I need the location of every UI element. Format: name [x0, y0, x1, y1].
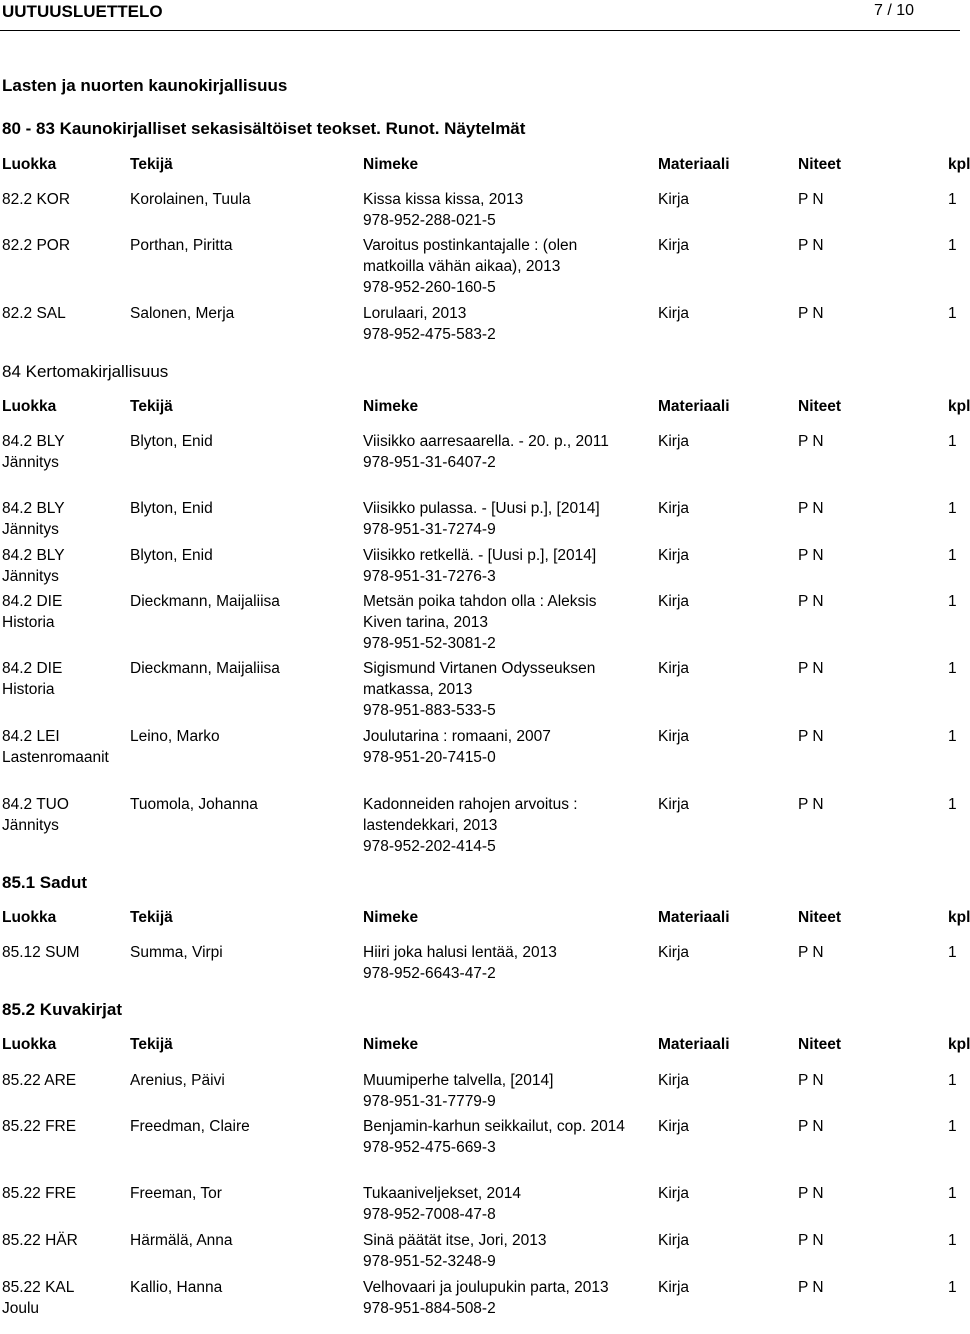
row-luokka: 82.2 SAL: [2, 305, 66, 322]
row-isbn: 978-951-31-6407-2: [363, 454, 496, 471]
row-isbn: 978-951-52-3248-9: [363, 1253, 496, 1270]
row-isbn: 978-952-288-021-5: [363, 212, 496, 229]
row-tekija: Arenius, Päivi: [130, 1072, 225, 1089]
row-title: Benjamin-karhun seikkailut, cop. 2014: [363, 1118, 625, 1135]
col-header-luokka: Luokka: [2, 909, 57, 926]
col-header-materiaali: Materiaali: [658, 398, 730, 415]
row-materiaali: Kirja: [658, 547, 690, 564]
row-niteet: P N: [798, 191, 824, 208]
row-kpl: 1: [948, 660, 957, 677]
row-tekija: Salonen, Merja: [130, 305, 235, 322]
col-header-luokka: Luokka: [2, 398, 57, 415]
col-header-tekija: Tekijä: [130, 156, 173, 173]
col-header-kpl: kpl: [948, 156, 970, 173]
row-kpl: 1: [948, 1279, 957, 1296]
row-title: Tukaaniveljekset, 2014: [363, 1185, 521, 1202]
row-niteet: P N: [798, 237, 824, 254]
row-kpl: 1: [948, 1232, 957, 1249]
header-divider: [0, 30, 960, 31]
row-nimeke: [363, 591, 633, 654]
row-luokka: 82.2 KOR: [2, 191, 71, 208]
row-tekija: Kallio, Hanna: [130, 1279, 223, 1296]
row-niteet: P N: [798, 796, 824, 813]
row-luokka: 82.2 POR: [2, 237, 71, 254]
row-tekija: Blyton, Enid: [130, 547, 213, 564]
col-header-materiaali: Materiaali: [658, 909, 730, 926]
row-luokka: 84.2 LEI Lastenromaanit: [2, 728, 109, 766]
row-kpl: 1: [948, 1072, 957, 1089]
row-kpl: 1: [948, 547, 957, 564]
row-materiaali: Kirja: [658, 593, 690, 610]
row-isbn: 978-952-260-160-5: [363, 279, 496, 296]
section-title: 80 - 83 Kaunokirjalliset sekasisältöiset teokset. Runot. Näytelmät: [2, 119, 526, 138]
row-kpl: 1: [948, 593, 957, 610]
row-materiaali: Kirja: [658, 728, 690, 745]
row-isbn: 978-952-202-414-5: [363, 838, 496, 855]
row-materiaali: Kirja: [658, 1072, 690, 1089]
row-luokka: 84.2 DIE Historia: [2, 593, 63, 631]
row-kpl: 1: [948, 728, 957, 745]
row-isbn: 978-952-6643-47-2: [363, 965, 496, 982]
row-tekija: Blyton, Enid: [130, 433, 213, 450]
row-isbn: 978-951-883-533-5: [363, 702, 496, 719]
row-materiaali: Kirja: [658, 433, 690, 450]
row-materiaali: Kirja: [658, 1279, 690, 1296]
row-niteet: P N: [798, 547, 824, 564]
row-isbn: 978-951-31-7274-9: [363, 521, 496, 538]
col-header-nimeke: Nimeke: [363, 909, 419, 926]
row-title: Kadonneiden rahojen arvoitus : lastendekkari, 2013: [363, 796, 578, 834]
row-luokka: 85.22 FRE: [2, 1118, 77, 1135]
section-title: 85.2 Kuvakirjat: [2, 1000, 123, 1019]
document-title: UUTUUSLUETTELO: [2, 2, 163, 21]
col-header-materiaali: Materiaali: [658, 156, 730, 173]
row-tekija: Summa, Virpi: [130, 944, 223, 961]
col-header-luokka: Luokka: [2, 1036, 57, 1053]
row-title: Kissa kissa kissa, 2013: [363, 191, 524, 208]
row-title: Varoitus postinkantajalle : (olen matkoilla vähän aikaa), 2013: [363, 237, 578, 275]
row-tekija: Freedman, Claire: [130, 1118, 250, 1135]
row-niteet: P N: [798, 1072, 824, 1089]
row-niteet: P N: [798, 660, 824, 677]
row-materiaali: Kirja: [658, 1232, 690, 1249]
row-tekija: Korolainen, Tuula: [130, 191, 251, 208]
row-luokka: 85.22 HÄR: [2, 1232, 78, 1249]
row-kpl: 1: [948, 191, 957, 208]
row-materiaali: Kirja: [658, 944, 690, 961]
row-nimeke: [363, 189, 633, 231]
row-title: Viisikko pulassa. - [Uusi p.], [2014]: [363, 500, 600, 517]
row-title: Muumiperhe talvella, [2014]: [363, 1072, 554, 1089]
row-isbn: 978-951-31-7779-9: [363, 1093, 496, 1110]
row-tekija: Dieckmann, Maijaliisa: [130, 660, 280, 677]
row-luokka: 85.22 FRE: [2, 1185, 77, 1202]
row-nimeke: [363, 942, 633, 984]
col-header-tekija: Tekijä: [130, 398, 173, 415]
row-materiaali: Kirja: [658, 796, 690, 813]
row-isbn: 978-952-475-669-3: [363, 1139, 496, 1156]
col-header-niteet: Niteet: [798, 909, 842, 926]
row-title: Lorulaari, 2013: [363, 305, 467, 322]
row-nimeke: [363, 498, 633, 540]
row-kpl: 1: [948, 237, 957, 254]
row-title: Sigismund Virtanen Odysseuksen matkassa, 2013: [363, 660, 596, 698]
row-nimeke: [363, 1070, 633, 1112]
row-nimeke: [363, 658, 633, 721]
section-title: 85.1 Sadut: [2, 873, 88, 892]
col-header-materiaali: Materiaali: [658, 1036, 730, 1053]
row-title: Sinä päätät itse, Jori, 2013: [363, 1232, 547, 1249]
row-luokka: 84.2 TUO Jännitys: [2, 796, 69, 834]
row-materiaali: Kirja: [658, 1118, 690, 1135]
row-title: Viisikko aarresaarella. - 20. p., 2011: [363, 433, 609, 450]
row-kpl: 1: [948, 305, 957, 322]
col-header-niteet: Niteet: [798, 398, 842, 415]
row-luokka: 85.12 SUM: [2, 944, 80, 961]
row-title: Velhovaari ja joulupukin parta, 2013: [363, 1279, 609, 1296]
col-header-niteet: Niteet: [798, 156, 842, 173]
row-niteet: P N: [798, 944, 824, 961]
col-header-nimeke: Nimeke: [363, 398, 419, 415]
col-header-nimeke: Nimeke: [363, 156, 419, 173]
row-kpl: 1: [948, 944, 957, 961]
row-isbn: 978-952-7008-47-8: [363, 1206, 496, 1223]
row-isbn: 978-951-52-3081-2: [363, 635, 496, 652]
row-niteet: P N: [798, 1279, 824, 1296]
row-nimeke: [363, 431, 633, 473]
row-isbn: 978-951-20-7415-0: [363, 749, 496, 766]
row-luokka: 85.22 ARE: [2, 1072, 77, 1089]
row-niteet: P N: [798, 593, 824, 610]
row-luokka: 85.22 KAL Joulu: [2, 1279, 74, 1317]
col-header-luokka: Luokka: [2, 156, 57, 173]
row-title: Joulutarina : romaani, 2007: [363, 728, 551, 745]
row-kpl: 1: [948, 1185, 957, 1202]
col-header-kpl: kpl: [948, 398, 970, 415]
row-isbn: 978-951-884-508-2: [363, 1300, 496, 1317]
col-header-tekija: Tekijä: [130, 1036, 173, 1053]
row-tekija: Tuomola, Johanna: [130, 796, 258, 813]
row-kpl: 1: [948, 433, 957, 450]
row-niteet: P N: [798, 500, 824, 517]
row-tekija: Freeman, Tor: [130, 1185, 222, 1202]
row-nimeke: [363, 1116, 633, 1158]
row-kpl: 1: [948, 500, 957, 517]
row-nimeke: [363, 235, 633, 298]
row-title: Metsän poika tahdon olla : Aleksis Kiven tarina, 2013: [363, 593, 597, 631]
row-materiaali: Kirja: [658, 191, 690, 208]
col-header-kpl: kpl: [948, 1036, 970, 1053]
row-title: Viisikko retkellä. - [Uusi p.], [2014]: [363, 547, 597, 564]
row-nimeke: [363, 1277, 633, 1319]
col-header-niteet: Niteet: [798, 1036, 842, 1053]
col-header-tekija: Tekijä: [130, 909, 173, 926]
row-title: Hiiri joka halusi lentää, 2013: [363, 944, 557, 961]
row-luokka: 84.2 BLY Jännitys: [2, 433, 65, 471]
row-kpl: 1: [948, 1118, 957, 1135]
row-materiaali: Kirja: [658, 500, 690, 517]
main-heading: Lasten ja nuorten kaunokirjallisuus: [2, 76, 288, 95]
row-materiaali: Kirja: [658, 1185, 690, 1202]
row-tekija: Dieckmann, Maijaliisa: [130, 593, 280, 610]
row-kpl: 1: [948, 796, 957, 813]
row-materiaali: Kirja: [658, 660, 690, 677]
row-tekija: Härmälä, Anna: [130, 1232, 233, 1249]
row-nimeke: [363, 1230, 633, 1272]
section-title: 84 Kertomakirjallisuus: [2, 362, 169, 381]
row-tekija: Porthan, Piritta: [130, 237, 233, 254]
row-niteet: P N: [798, 1232, 824, 1249]
row-niteet: P N: [798, 728, 824, 745]
row-nimeke: [363, 726, 633, 768]
row-niteet: P N: [798, 305, 824, 322]
col-header-nimeke: Nimeke: [363, 1036, 419, 1053]
row-isbn: 978-952-475-583-2: [363, 326, 496, 343]
page-number: 7 / 10: [873, 2, 914, 19]
row-tekija: Leino, Marko: [130, 728, 220, 745]
row-luokka: 84.2 DIE Historia: [2, 660, 63, 698]
row-niteet: P N: [798, 433, 824, 450]
row-luokka: 84.2 BLY Jännitys: [2, 547, 65, 585]
row-nimeke: [363, 794, 633, 857]
row-tekija: Blyton, Enid: [130, 500, 213, 517]
row-niteet: P N: [798, 1118, 824, 1135]
row-niteet: P N: [798, 1185, 824, 1202]
row-nimeke: [363, 303, 633, 345]
row-nimeke: [363, 545, 633, 587]
row-nimeke: [363, 1183, 633, 1225]
row-materiaali: Kirja: [658, 305, 690, 322]
row-isbn: 978-951-31-7276-3: [363, 568, 496, 585]
row-materiaali: Kirja: [658, 237, 690, 254]
col-header-kpl: kpl: [948, 909, 970, 926]
row-luokka: 84.2 BLY Jännitys: [2, 500, 65, 538]
